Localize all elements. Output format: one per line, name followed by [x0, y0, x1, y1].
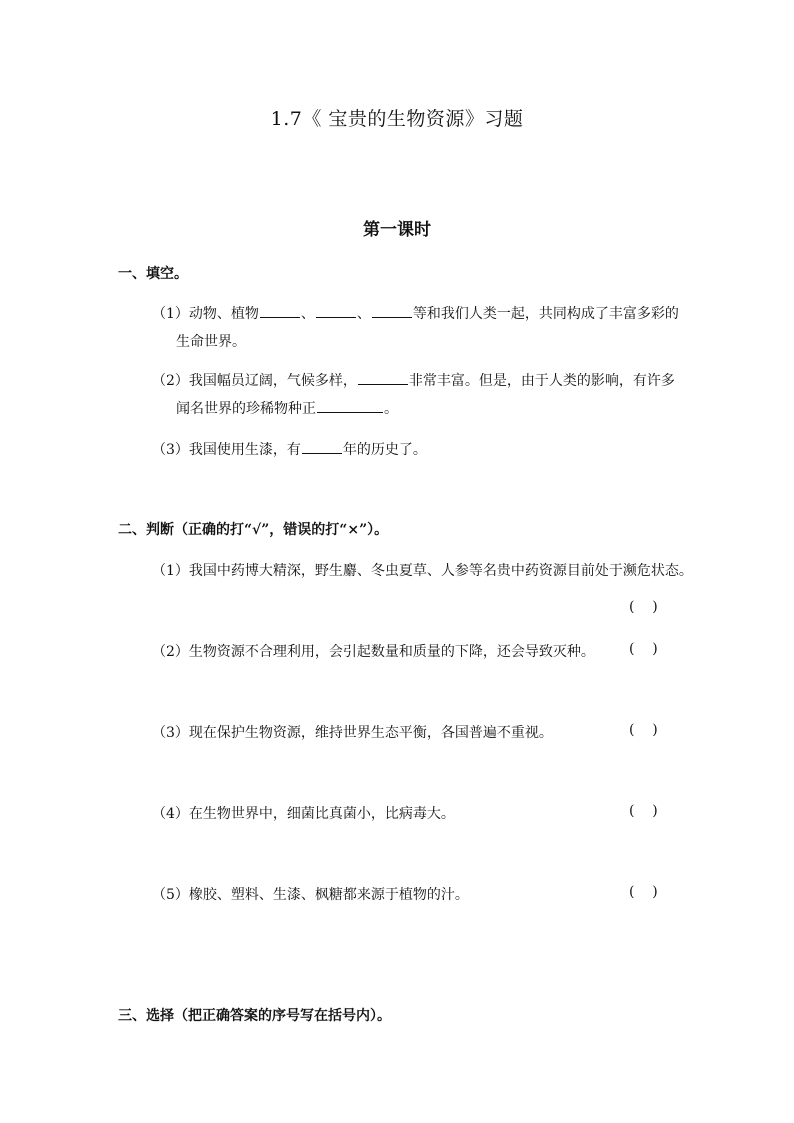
answer-blank[interactable] [316, 303, 356, 318]
judge-question-1: （1）我国中药博大精深，野生麝、冬虫夏草、人参等名贵中药资源目前处于濒危状态。 [152, 563, 693, 579]
question-text: 等和我们人类一起，共同构成了丰富多彩的 [412, 306, 679, 322]
answer-blank[interactable] [358, 370, 408, 385]
answer-blank[interactable] [302, 439, 342, 454]
answer-bracket[interactable]: ( ) [629, 599, 658, 615]
lesson-subtitle: 第一课时 [363, 220, 431, 240]
section-heading-fill-in: 一、填空。 [118, 266, 188, 282]
separator: 、 [356, 306, 371, 322]
judge-question-3: （3）现在保护生物资源，维持世界生态平衡，各国普遍不重视。 [152, 725, 553, 741]
answer-bracket[interactable]: ( ) [629, 884, 658, 900]
page-title: 1.7《 宝贵的生物资源》习题 [270, 108, 524, 130]
answer-bracket[interactable]: ( ) [629, 803, 658, 819]
fill-question-3 [152, 439, 427, 459]
question-text: 年的历史了。 [342, 442, 427, 458]
judge-question-2: （2）生物资源不合理利用，会引起数量和质量的下降，还会导致灭种。 [152, 644, 595, 660]
fill-question-1-continued: 生命世界。 [176, 334, 246, 350]
fill-question-2-continued [176, 398, 398, 418]
fill-question-2 [152, 370, 675, 390]
question-text: 。 [384, 401, 398, 417]
question-text: 非常丰富。但是，由于人类的影响，有许多 [408, 373, 675, 389]
separator: 、 [300, 306, 315, 322]
question-text: （3）我国使用生漆，有 [152, 442, 301, 458]
section-heading-multiple-choice: 三、选择（把正确答案的序号写在括号内）。 [118, 1008, 391, 1024]
judge-question-5: （5）橡胶、塑料、生漆、枫糖都来源于植物的汁。 [152, 887, 469, 903]
judge-question-4: （4）在生物世界中，细菌比真菌小，比病毒大。 [152, 806, 455, 822]
answer-bracket[interactable]: ( ) [629, 722, 658, 738]
answer-blank[interactable] [372, 303, 412, 318]
answer-blank[interactable] [260, 303, 300, 318]
question-text: （2）我国幅员辽阔，气候多样， [152, 373, 357, 389]
fill-question-1 [152, 303, 679, 323]
answer-bracket[interactable]: ( ) [629, 641, 658, 657]
answer-blank[interactable] [317, 398, 383, 413]
section-heading-true-false: 二、判断（正确的打“√”，错误的打“×”）。 [118, 522, 389, 538]
question-text: 闻名世界的珍稀物种正 [176, 401, 316, 417]
question-text: （1）动物、植物 [152, 306, 259, 322]
